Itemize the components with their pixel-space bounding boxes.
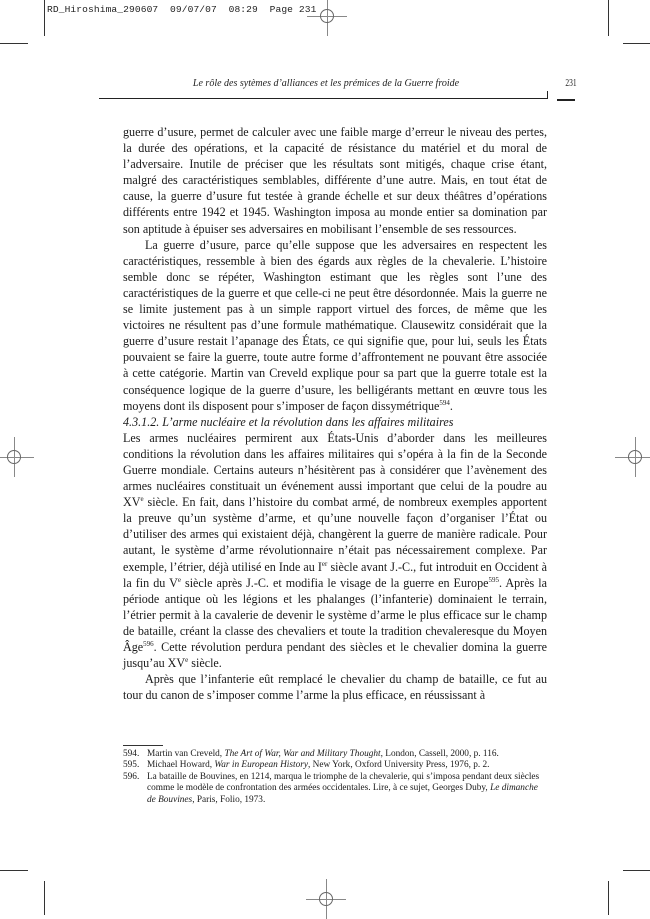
- paragraph: [123, 237, 547, 414]
- footnote-text-part: La bataille de Bouvines, en 1214, marqua le triomphe de la chevalerie, qui s’imposa pendant deux siècles comme le modèle de confrontation des armées occidentales. Lire, à ce sujet, Georges Duby,: [147, 771, 540, 794]
- footnote-number: 596.: [123, 771, 140, 782]
- slug-time: 08:29: [228, 4, 258, 15]
- paragraph-text: Après que l’infanterie eût remplacé le chevalier du champ de bataille, ce fut au tour du canon de s’imposer comme l’arme la plus efficace, en réussissant à: [123, 672, 547, 703]
- section-heading: 4.3.1.2. L’arme nucléaire et la révolution dans les affaires militaires: [123, 414, 454, 429]
- body-text: [123, 124, 547, 703]
- registration-mark-right: [615, 437, 650, 477]
- running-head-rule-tick: [547, 91, 548, 99]
- page-number: 231: [565, 78, 577, 89]
- footnote-text-part: , New York, Oxford University Press, 1976, p. 2.: [307, 760, 490, 771]
- paragraph-text: siècle après J.-C. et modifia le visage de la guerre en Europe: [180, 575, 489, 590]
- paragraph: [123, 124, 547, 237]
- page-number-rule: [557, 99, 575, 101]
- slug-date: 09/07/07: [170, 4, 217, 15]
- footnote-separator: [123, 745, 163, 746]
- running-head-title: Le rôle des sytèmes d’alliances et les prémices de la Guerre froide: [192, 78, 460, 89]
- paragraph-text: siècle avant J.-C., fut introduit en Occident à la fin du V: [123, 559, 547, 590]
- footnote-book-title: War in European History: [214, 760, 308, 771]
- reg-circle-icon: [320, 9, 334, 23]
- footnote-ref-596[interactable]: 596: [143, 639, 154, 648]
- registration-mark-bottom: [306, 879, 346, 919]
- slug-filename: RD_Hiroshima_290607: [47, 4, 159, 15]
- footnote-text-part: Martin van Creveld,: [147, 749, 225, 759]
- paragraph-tail: .: [449, 398, 453, 413]
- footnote-text-part: Michael Howard,: [147, 760, 215, 771]
- crop-mark-right-bottom: [623, 870, 650, 871]
- crop-mark-left-bottom: [0, 870, 28, 871]
- reg-circle-icon: [319, 892, 333, 906]
- footnote-text: [147, 772, 547, 806]
- slug-page: Page 231: [269, 4, 317, 15]
- paragraph-text: La guerre d’usure, parce qu’elle suppose que les adversaires en respectent les caractéristiques, ressemble à bien des égards aux règles de la chevalerie. L’histoire semble donc se répéter, Washington estimant que les règles sont l’une des caractéristiques de la guerre et que celle-ci ne peut être désordonnée. Mais la guerre ne se limite justement pas à un simple rapport virtuel des forces, de même que les victoires ne résultent pas d’une formule mathématique. Clausewitz considérait que la guerre d’usure restait l’apanage des États, ce qui signifie que, pour lui, seuls les États pouvaient se faire la guerre, toute autre forme d’affrontement ne pouvant être associée à cette catégorie. Martin van Creveld explique pour sa part que la guerre totale est la conséquence logique de la guerre d’usure, les belligérants mettant en œuvre tous les moyens dont ils disposent pour s’imposer de façon dissymétrique: [123, 237, 547, 413]
- crop-mark-bottom-right: [608, 881, 609, 915]
- footnote-594: [123, 749, 547, 760]
- superscript: er: [321, 559, 328, 568]
- paragraph-text: siècle. En fait, dans l’histoire du combat armé, de nombreux exemples apportent la preuve qu’un système d’arme, et qu’une nouvelle façon d’organiser l’État ou d’utiliser des armes qui existaient déjà, changèrent la guerre de manière radicale. Pour autant, le système d’arme révolutionnaire n’était pas nécessairement complexe. Par exemple, l’étrier, déjà utilisé en Inde au I: [123, 495, 547, 574]
- crop-mark-bottom-left: [44, 881, 45, 915]
- paragraph-text: . Après la période antique où les légions et les phalanges (l’infanterie) dominaient le terrain, l’étrier permit à la cavalerie de devenir le système d’arme le plus efficace sur le champ de bataille, créant la classe des chevaliers et toute la tradition chevaleresque du Moyen Âge: [123, 575, 548, 654]
- footnote-number: 595.: [123, 760, 140, 771]
- registration-mark-top: [307, 0, 347, 36]
- footnote-595: [123, 760, 547, 771]
- footnote-text: [147, 749, 547, 760]
- paragraph-text: . Cette révolution perdura pendant des siècles et le chevalier domina la guerre jusqu’au XV: [123, 640, 547, 671]
- footnote-text: [147, 760, 547, 771]
- superscript: e: [185, 656, 189, 665]
- superscript: e: [140, 495, 144, 504]
- superscript: e: [177, 575, 181, 584]
- paragraph-text: guerre d’usure, permet de calculer avec une faible marge d’erreur le niveau des pertes, la durée des opérations, et la capacité de résistance du matériel et du moral de l’adversaire. Inutile de préciser que les résultats sont mitigés, chaque crise étant, malgré des caractéristiques semblables, différente d’une autre. Mais, en tout état de cause, la guerre d’usure fut testée à grande échelle et sur deux théâtres d’opérations différents entre 1942 et 1945. Washington imposa au monde entier sa domination par son aptitude à épuiser ses adversaires en mobilisant l’ensemble de ses ressources.: [123, 125, 547, 236]
- footnote-text-part: , Paris, Folio, 1973.: [192, 794, 266, 805]
- reg-circle-icon: [628, 450, 642, 464]
- footnote-book-title: Le dimanche de Bouvines: [147, 783, 538, 805]
- footnote-book-title: The Art of War, War and Military Thought: [224, 749, 381, 759]
- footnotes: [123, 749, 547, 806]
- running-head-rule: [99, 98, 547, 99]
- footnote-number: 594.: [123, 749, 140, 759]
- footnote-596: [123, 772, 547, 806]
- crop-mark-top-right: [608, 0, 609, 36]
- footnote-text-part: , London, Cassell, 2000, p. 116.: [380, 749, 499, 759]
- registration-mark-left: [0, 437, 34, 477]
- crop-mark-left-top: [0, 43, 28, 44]
- paragraph: [123, 671, 547, 703]
- crop-mark-top-left: [44, 0, 45, 36]
- paragraph-text: siècle.: [188, 656, 222, 671]
- printer-slug: [47, 4, 316, 15]
- crop-mark-right-top: [623, 43, 650, 44]
- paragraph: [123, 430, 547, 671]
- footnote-ref-594[interactable]: 594: [439, 398, 450, 407]
- footnote-ref-595[interactable]: 595: [488, 575, 499, 584]
- reg-circle-icon: [7, 450, 21, 464]
- paragraph-text: Les armes nucléaires permirent aux États-Unis d’aborder dans les meilleures conditions la révolution dans les affaires militaires qui s’opéra à la fin de la Seconde Guerre mondiale. Certains auteurs n’hésitèrent pas à considérer que l’avènement des armes nucléaires constituait un événement aussi important que celui de la poudre au XV: [123, 430, 547, 510]
